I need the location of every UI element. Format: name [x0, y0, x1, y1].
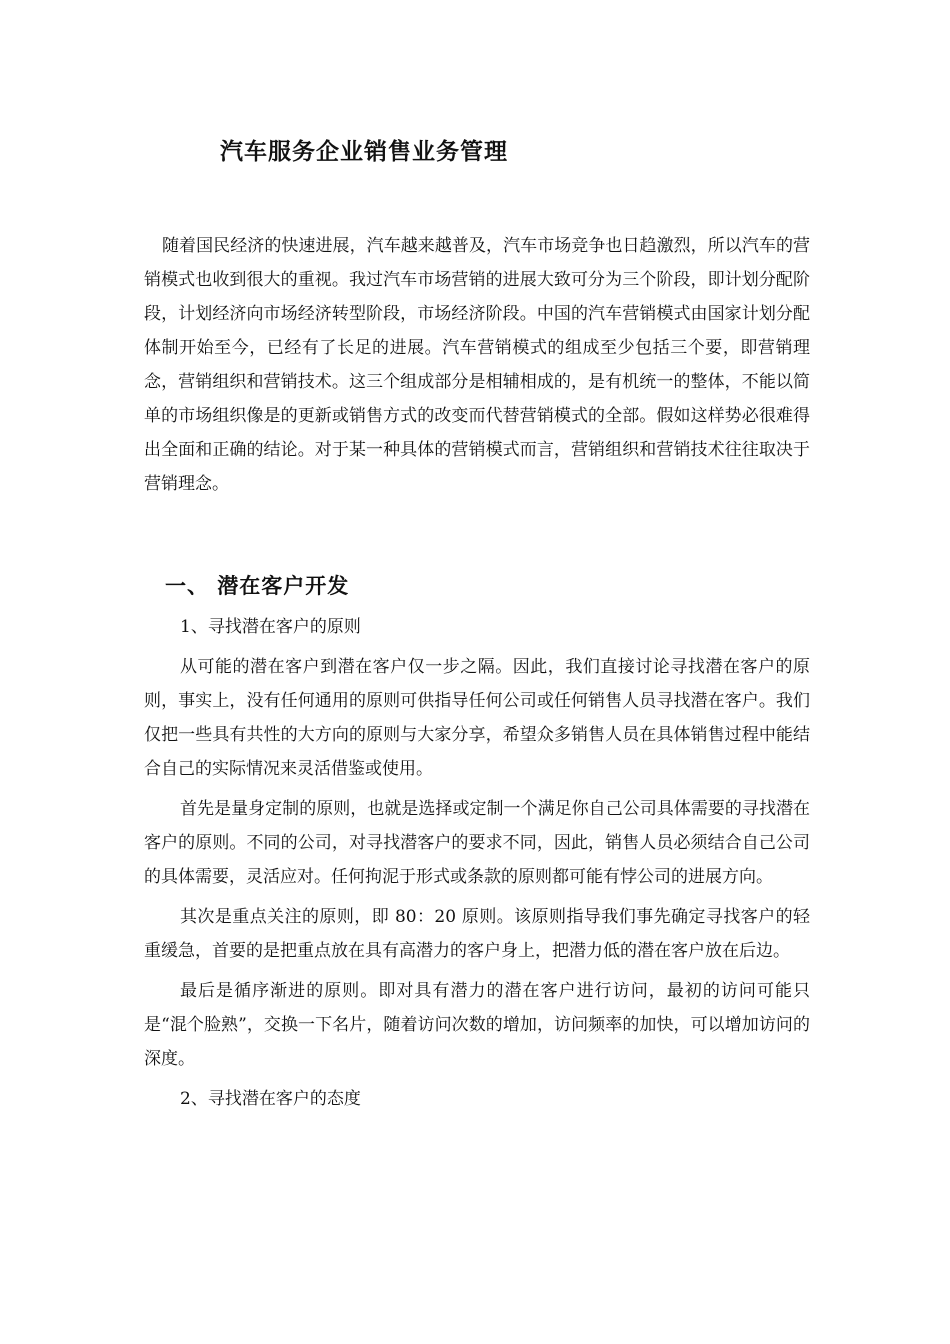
paragraph-4: 最后是循序渐进的原则。即对具有潜力的潜在客户进行访问，最初的访问可能只是“混个脸熟”，交换一下名片，随着访问次数的增加，访问频率的加快，可以增加访问的深度。 [144, 981, 810, 1069]
intro-paragraph: 随着国民经济的快速进展，汽车越来越普及，汽车市场竞争也日趋激烈，所以汽车的营销模式也收到很大的重视。我过汽车市场营销的进展大致可分为三个阶段，即计划分配阶段，计划经济向市场经济转型阶段，市场经济阶段。中国的汽车营销模式由国家计划分配体制开始至今，已经有了长足的进展。汽车营销模式的组成至少包括三个要，即营销理念，营销组织和营销技术。这三个组成部分是相辅相成的，是有机统一的整体，不能以简单的市场组织像是的更新或销售方式的改变而代替营销模式的全部。假如这样势必很难得出全面和正确的结论。对于某一种具体的营销模式而言，营销组织和营销技术往往取决于营销理念。 [144, 236, 810, 494]
document-title: 汽车服务企业销售业务管理 [220, 139, 508, 165]
section-heading: 一、 潜在客户开发 [165, 574, 350, 598]
paragraph-2: 首先是量身定制的原则，也就是选择或定制一个满足你自己公司具体需要的寻找潜在客户的原则。不同的公司，对寻找潜客户的要求不同，因此，销售人员必须结合自己公司的具体需要，灵活应对。任何拘泥于形式或条款的原则都可能有悖公司的进展方向。 [144, 799, 810, 887]
subsection-heading-1: 1、寻找潜在客户的原则 [180, 617, 361, 637]
section-body [144, 610, 810, 1122]
subsection-heading-2: 2、寻找潜在客户的态度 [180, 1089, 361, 1109]
paragraph-3: 其次是重点关注的原则，即 80：20 原则。该原则指导我们事先确定寻找客户的轻重缓急，首要的是把重点放在具有高潜力的客户身上，把潜力低的潜在客户放在后边。 [144, 907, 810, 961]
paragraph-1: 从可能的潜在客户到潜在客户仅一步之隔。因此，我们直接讨论寻找潜在客户的原则，事实上，没有任何通用的原则可供指导任何公司或任何销售人员寻找潜在客户。我们仅把一些具有共性的大方向的原则与大家分享，希望众多销售人员在具体销售过程中能结合自己的实际情况来灵活借鉴或使用。 [144, 657, 810, 779]
